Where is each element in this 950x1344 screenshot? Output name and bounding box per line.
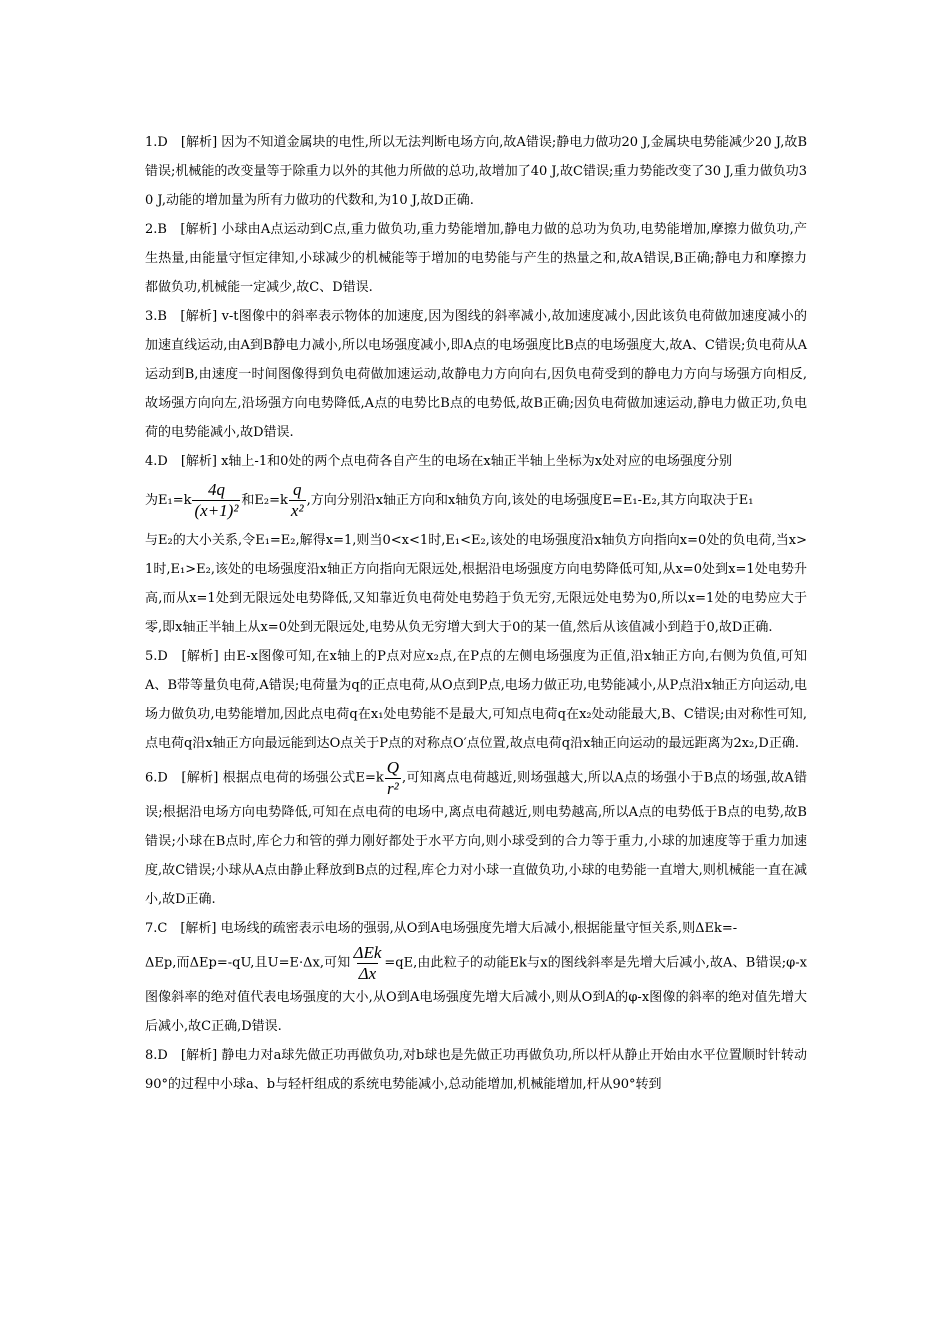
text-segment: =qE,由此粒子的动能Ek与x的图线斜率是先增大后减小,故A、B错误;φ-x图像斜率的绝对值代表电场强度的大小,从O到A电场强度先增大后减小,则从O到A的φ-x图像的斜率的绝对值先增大后减小,故C正确,D错误. xyxy=(145,955,807,1035)
fraction-numerator: Q xyxy=(386,758,400,777)
answer-8: 8.D [解析] 静电力对a球先做正功再做负功,对b球也是先做正功再做负功,所以杆从静止开始由水平位置顺时针转动90°的过程中小球a、b与轻杆组成的系统电势能减小,总动能增加,机械能增加,杆从90°转到 xyxy=(145,1048,807,1093)
answer-4-intro: 4.D [解析] x轴上-1和0处的两个点电荷各自产生的电场在x轴正半轴上坐标为x处对应的电场强度分别 xyxy=(145,454,733,469)
fraction-coulomb xyxy=(385,758,401,798)
fraction-denominator: (x+1)² xyxy=(194,501,239,520)
fraction-numerator: ΔEk xyxy=(353,943,382,963)
text-segment: 6.D [解析] 根据点电荷的场强公式E=k xyxy=(145,770,384,786)
fraction-denominator: x² xyxy=(290,501,304,520)
text-segment: 为E₁=k xyxy=(145,493,192,508)
text-segment: 和E₂=k xyxy=(241,493,288,508)
fraction-denominator: Δx xyxy=(358,963,377,983)
answer-7-body xyxy=(145,943,807,1041)
answer-7-intro: 7.C [解析] 电场线的疏密表示电场的强弱,从O到A电场强度先增大后减小,根据能量守恒关系,则ΔEk=- xyxy=(145,921,738,937)
fraction-denominator: r² xyxy=(387,778,399,798)
answer-3: 3.B [解析] v-t图像中的斜率表示物体的加速度,因为图线的斜率减小,故加速度减小,因此该负电荷做加速度减小的加速直线运动,由A到B静电力减小,所以电场强度减小,即A点的电场强度比B点的电场强度大,故A、C错误;负电荷从A运动到B,由速度一时间图像得到负电荷做加速运动,故静电力方向向右,因负电荷受到的静电力方向与场强方向相反,故场强方向向左,沿场强方向电势降低,A点的电势比B点的电势低,故B正确;因负电荷做加速运动,静电力做正功,负电荷的电势能减小,故D错误. xyxy=(145,309,807,440)
answer-explanations xyxy=(145,128,807,1099)
fraction-dek-dx xyxy=(351,943,383,983)
text-segment: ,可知离点电荷越近,则场强越大,所以A点的场强小于B点的场强,故A错误;根据沿电场方向电势降低,可知在点电荷的电场中,离点电荷越近,则电势越高,所以A点的电势低于B点的电势,故B错误;小球在B点时,库仑力和管的弹力刚好都处于水平方向,则小球受到的合力等于重力,小球的加速度等于重力加速度,故C错误;小球从A点由静止释放到B点的过程,库仑力对小球一直做负功,小球的电势能一直增大,则机械能一直在减小,故D正确. xyxy=(145,770,807,908)
fraction-numerator: 4q xyxy=(207,480,225,500)
text-segment: ΔEp,而ΔEp=-qU,且U=E·Δx,可知 xyxy=(145,955,351,971)
answer-4-body: 与E₂的大小关系,令E₁=E₂,解得x=1,则当0<x<1时,E₁<E₂,该处的电场强度沿x轴负方向指向x=0处的负电荷,当x>1时,E₁>E₂,该处的电场强度沿x轴正方向指向无限远处,根据沿电场强度方向电势降低可知,从x=0处到x=1处电势升高,而从x=1处到无限远处电势降低,又知靠近负电荷处电势趋于负无穷,无限远处电势为0,所以x=1处的电势应大于零,即x轴正半轴上从x=0处到无限远处,电势从负无穷增大到大于0的某一值,然后从该值减小到趋于0,故D正确. xyxy=(145,533,807,635)
answer-1: 1.D [解析] 因为不知道金属块的电性,所以无法判断电场方向,故A错误;静电力做功20 J,金属块电势能减少20 J,故B错误;机械能的改变量等于除重力以外的其他力所做的总功,故增加了40 J,故C错误;重力势能改变了30 J,重力做负功30 J,动能的增加量为所有力做功的代数和,为10 J,故D正确. xyxy=(145,135,807,208)
answer-2: 2.B [解析] 小球由A点运动到C点,重力做负功,重力势能增加,静电力做的总功为负功,电势能增加,摩擦力做负功,产生热量,由能量守恒定律知,小球减少的机械能等于增加的电势能与产生的热量之和,故A错误,B正确;静电力和摩擦力都做负功,机械能一定减少,故C、D错误. xyxy=(145,222,807,295)
answer-6 xyxy=(145,758,807,914)
fraction-e1 xyxy=(192,480,240,520)
answer-5: 5.D [解析] 由E-x图像可知,在x轴上的P点对应x₂点,在P点的左侧电场强度为正值,沿x轴正方向,右侧为负值,可知A、B带等量负电荷,A错误;电荷量为q的正点电荷,从O点到P点,电场力做正功,电势能减小,从P点沿x轴正方向运动,电场力做负功,电势能增加,因此点电荷q在x₁处电势能不是最大,可知点电荷q在x₂处动能最大,B、C错误;由对称性可知,点电荷q沿x轴正方向最远能到达O点关于P点的对称点O′点位置,故点电荷q沿x轴正向运动的最远距离为2x₂,D正确. xyxy=(145,649,807,751)
fraction-e2 xyxy=(289,480,306,520)
fraction-numerator: q xyxy=(292,480,302,500)
answer-4-formula-line xyxy=(145,476,807,526)
text-segment: ,方向分别沿x轴正方向和x轴负方向,该处的电场强度E=E₁-E₂,其方向取决于E₁ xyxy=(306,493,754,508)
